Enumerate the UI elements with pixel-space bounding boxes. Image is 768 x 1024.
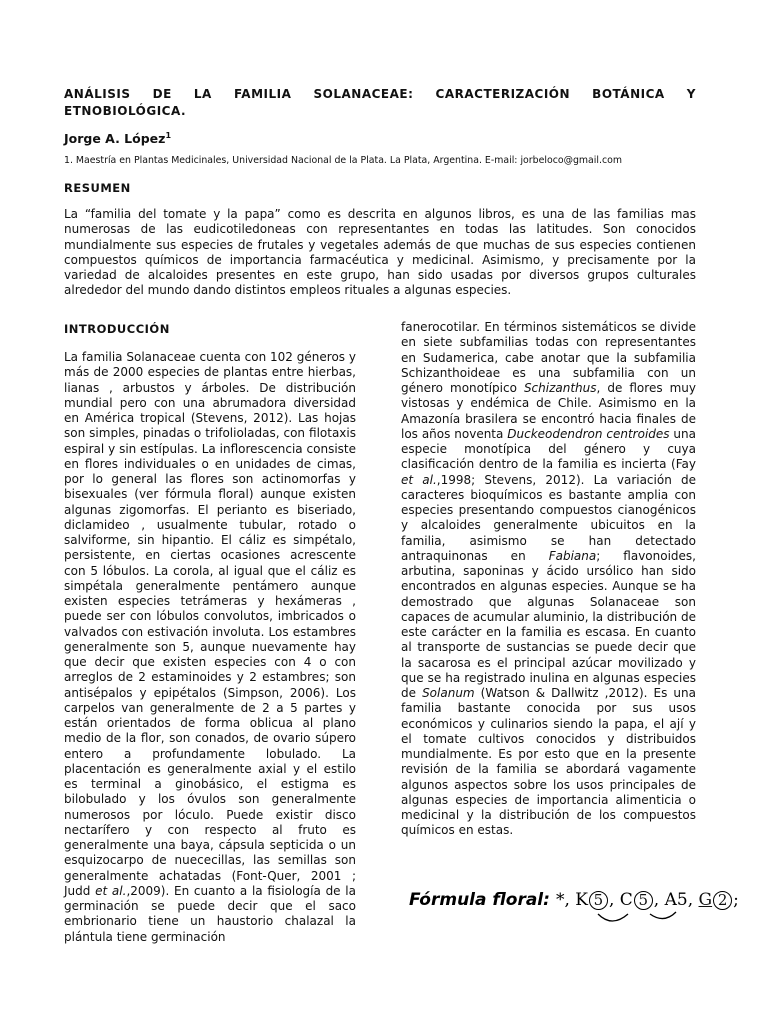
corolla-symbol: C	[619, 890, 633, 910]
italic-genus: Solanum	[422, 686, 475, 700]
author-name	[64, 128, 171, 147]
author-name-text: Jorge A. López	[64, 131, 166, 147]
right-column	[401, 320, 696, 839]
calyx-count: 5	[589, 891, 608, 910]
italic-run: et al.	[95, 883, 127, 898]
italic-genus: Fabiana	[548, 548, 597, 563]
gynoecium-symbol: G	[698, 890, 713, 910]
text-run: (Watson & Dallwitz ,2012). Es una familia bastante conocida por sus usos económicos y culinarios siendo la papa, el ají y el tomate cultivos conocidos y distribuidos mundialmente. Es por esto que en la presente revisión de la familia se abordará vagamente algunos aspectos sobre los usos principales de algunas especies de importancia alimenticia o medicinal y la distribución de los compuestos químicos en estas.	[401, 686, 696, 838]
text-run: una especie monotípica del género y cuya clasificación dentro de la familia es incierta (Fay	[401, 426, 696, 472]
formula-separator: ,	[687, 890, 699, 910]
affiliation: 1. Maestría en Plantas Medicinales, Universidad Nacional de la Plata. La Plata, Argentina. E-mail: jorbeloco@gmail.com	[64, 155, 623, 166]
text-run: fanerocotilar. En términos sistemáticos se divide en siete subfamilias todas con representantes en Sudamerica, cabe anotar que la subfamilia Schizanthoideae es una subfamilia con un género monotípico	[401, 320, 696, 395]
introduction-paragraph-left	[64, 350, 356, 945]
introduction-paragraph-right	[401, 320, 696, 839]
androecium-symbol: A	[664, 890, 677, 910]
text-run: ; flavonoides, arbutina, saponinas y ácido ursólico han sido encontrados en algunas especies. Aunque se ha demostrado que algunas Solanaceae son capaces de acumular aluminio, la distribución de este carácter en la familia es escasa. En cuanto al transporte de sustancias se puede decir que la sacarosa es el principal azúcar movilizado y que se ha registrado inulina en algunas especies de	[401, 548, 696, 700]
formula-end: ;	[733, 890, 739, 910]
italic-species: Duckeodendron centroides	[507, 426, 670, 441]
abstract-heading: RESUMEN	[64, 181, 131, 195]
italic-run: et al.	[401, 472, 437, 487]
text-run: , de flores muy vistosas y endémica de Chile. Asimismo en la Amazonía brasilera se encontró hacia finales de los años noventa	[401, 381, 696, 441]
text-run: ,1998; Stevens, 2012). La variación de caracteres bioquímicos es bastante amplia con especies presentando compuestos cianogénicos y alcaloides generalmente ubicuitos en la familia, asimismo se han detectado antraquinonas en	[401, 472, 697, 563]
actinomorphic-symbol: *	[555, 890, 565, 910]
gynoecium-count: 2	[713, 891, 732, 910]
author-affiliation-mark: 1	[165, 131, 172, 140]
abstract-text: La “familia del tomate y la papa” como es descrita en algunos libros, es una de las familias mas numerosas de las eudicotiledoneas con representantes en todas las latitudes. Son conocidos mundialmente sus especies de frutales y vegetales además de que muchas de sus especies contienen compuestos químicos de importancia farmacéutica y medicinal. Asimismo, y precisamente por la variedad de alcaloides presentes en este grupo, han sido usadas por diversos grupos culturales alrededor del mundo dando distintos empleos rituales a algunas especies.	[64, 207, 696, 298]
formula-separator: ,	[564, 890, 576, 910]
formula-separator: ,	[653, 890, 665, 910]
androecium-count: 5	[676, 890, 688, 910]
floral-formula-label: Fórmula floral:	[409, 890, 550, 910]
left-column	[64, 322, 356, 945]
introduction-heading: INTRODUCCIÓN	[64, 322, 170, 336]
italic-genus: Schizanthus	[523, 381, 597, 395]
article-title: ANÁLISIS DE LA FAMILIA SOLANACEAE: CARACTERIZACIÓN BOTÁNICA Y ETNOBIOLÓGICA.	[64, 87, 696, 118]
calyx-symbol: K	[575, 890, 588, 910]
formula-separator: ,	[608, 890, 620, 910]
text-run: La familia Solanaceae cuenta con 102 géneros y más de 2000 especies de plantas entre hierbas, lianas , arbustos y árboles. De distribución mundial pero con una abrumadora diversidad en América tropical (Stevens, 2012). Las hojas son simples, pinadas o trifolioladas, con filotaxis espiral y sin estípulas. La inflorescencia consiste en flores individuales o en unidades de cimas, por lo general las flores son actinomorfas y bisexuales (ver fórmula floral) aunque existen algunas zigomorfas. El perianto es biseriado, diclamideo , usualmente tubular, rotado o salviforme, sin hipantio. El cáliz es simpétalo, persistente, en ciertas ocasiones acrescente con 5 lóbulos. La corola, al igual que el cáliz es simpétala generalmente pentámero aunque existen especies tetrámeras y hexámeras , puede ser con lóbulos convolutos, imbricados o valvados con estivación involuta. Los estambres generalmente son 5, aunque nuevamente hay que decir que existen especies con 4 o con arreglos de 2 estaminoides y 2 estambres; son antisépalos y epipétalos (Simpson, 2006). Los carpelos van generalmente de 2 a 5 partes y están orientados de forma oblicua al plano medio de la flor, son conados, de ovario súpero entero a profundamente lobulado. La placentación es generalmente axial y el estilo es terminal a ginobásico, el estigma es bilobulado y los óvulos son generalmente numerosos por lóculo. Puede existir disco nectarífero y con respecto al fruto es generalmente una baya, cápsula septicida o un esquizocarpo de nuececillas, las semillas son generalmente achatadas (Font-Quer, 2001 ; Judd	[64, 350, 356, 898]
floral-formula	[409, 890, 739, 924]
corolla-count: 5	[634, 891, 653, 910]
text-run: ,2009). En cuanto a la fisiología de la germinación se puede decir que el saco embrionario tiene un haustorio chalazal la plántula tiene germinación	[64, 883, 356, 944]
